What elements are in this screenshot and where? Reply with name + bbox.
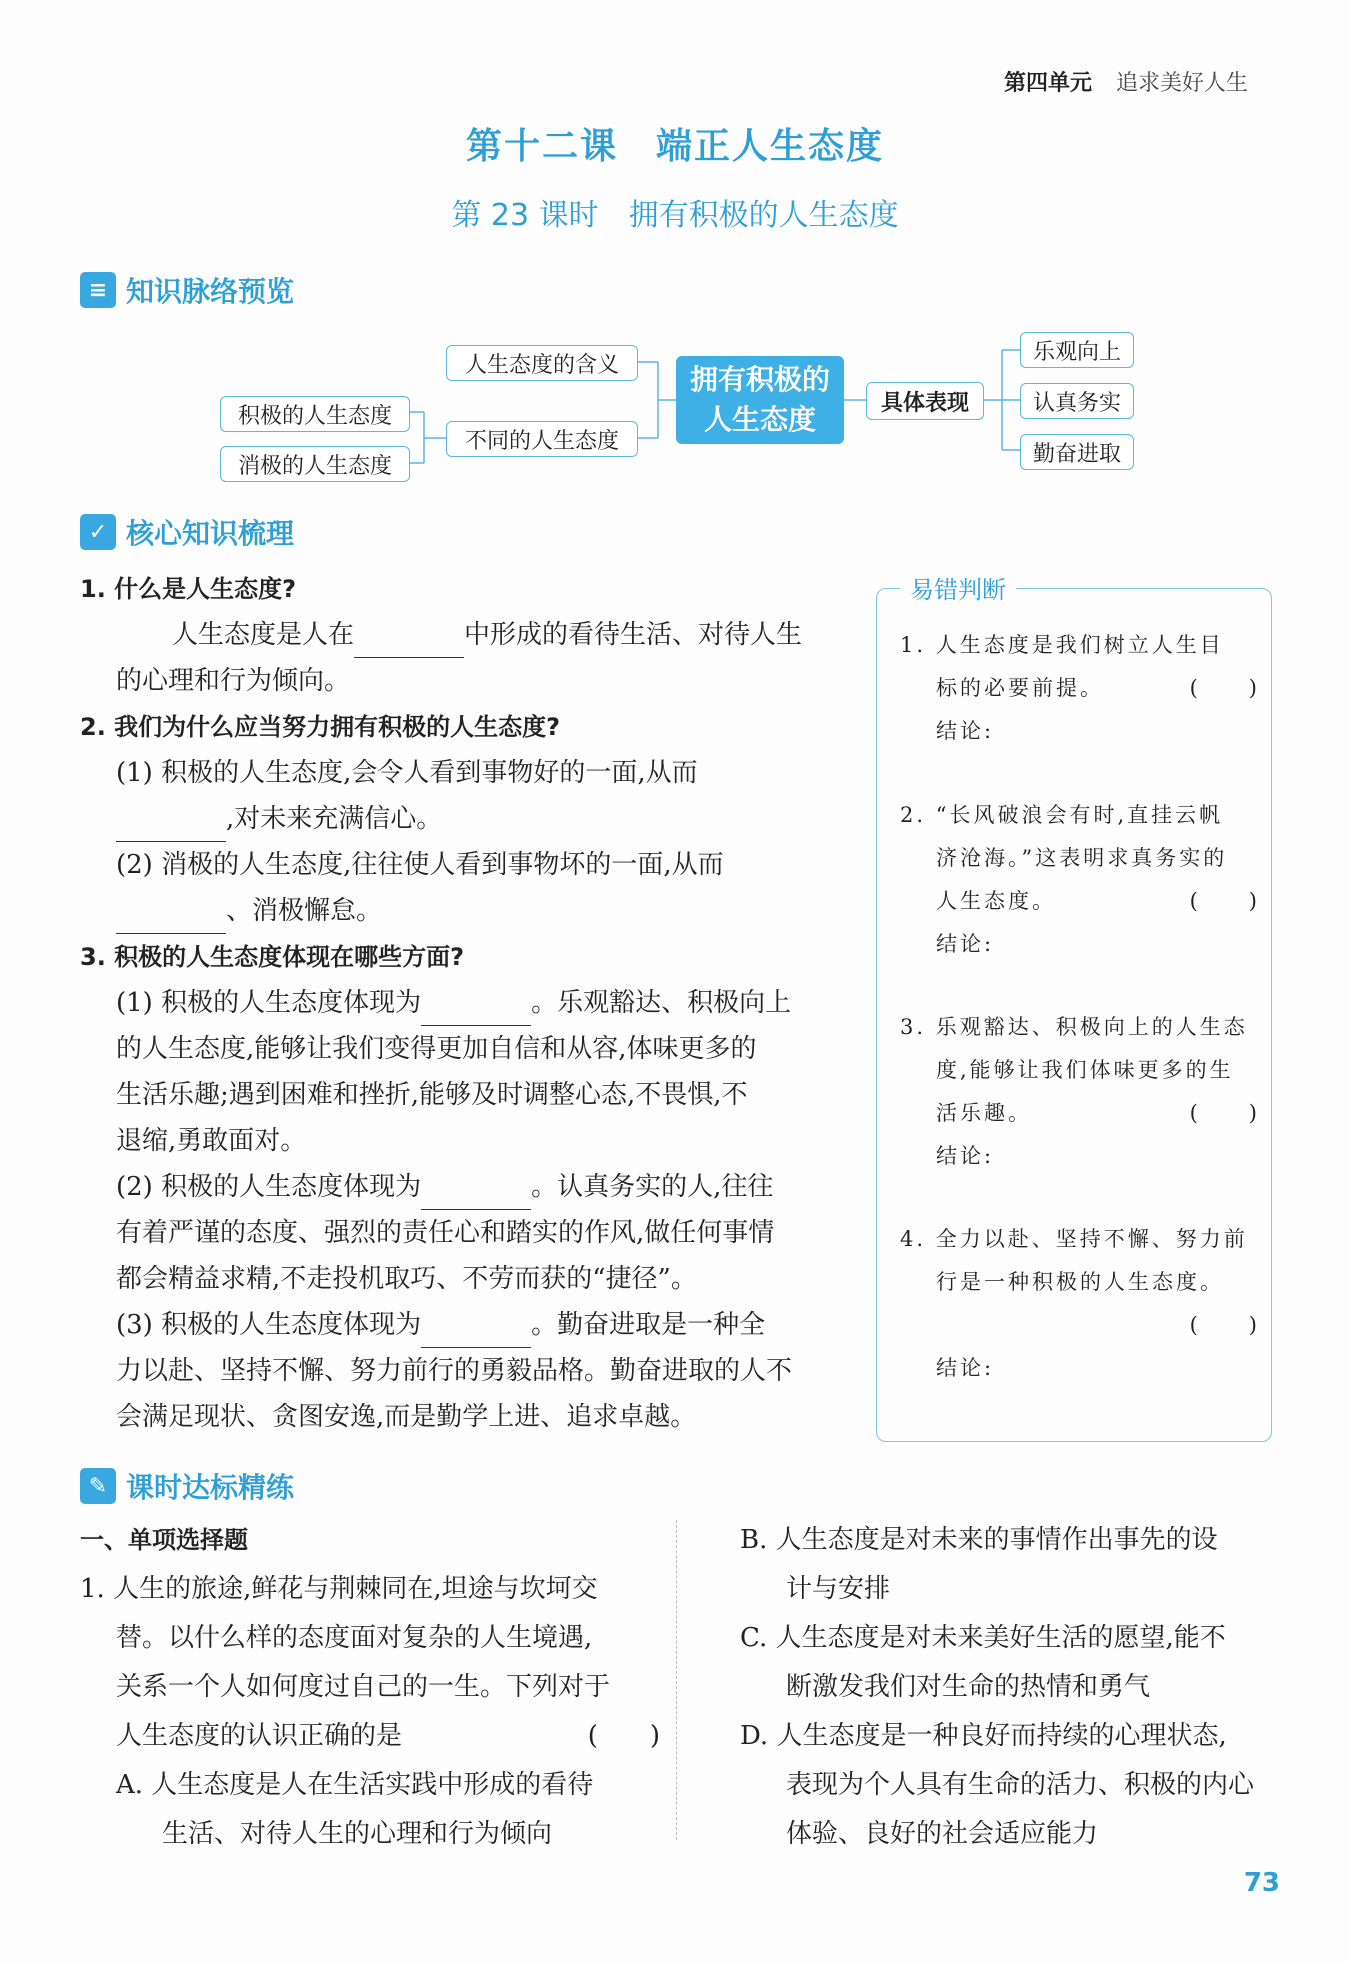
judge-item-2 — [900, 794, 1260, 966]
checkbox-icon: ✓ — [80, 514, 116, 550]
judge-title: 易错判断 — [900, 570, 1016, 605]
judge-line: 乐观豁达、积极向上的人生态 — [935, 1015, 1248, 1039]
option-b-l2: 计与安排 — [786, 1574, 891, 1604]
judge-line: 活乐趣。 — [936, 1101, 1032, 1125]
answer-paren[interactable]: ( ) — [587, 1721, 660, 1751]
practice-type: 一、单项选择题 — [80, 1526, 248, 1554]
core-q1: 1. 什么是人生态度? — [80, 575, 297, 603]
practice-q1-l1: 1. 人生的旅途,鲜花与荆棘同在,坦途与坎坷交 — [80, 1574, 598, 1604]
lesson-title: 第十二课 端正人生态度 — [465, 126, 884, 167]
core-q3-2-a: (2) 积极的人生态度体现为 — [116, 1172, 422, 1202]
core-q3-1-l2: 的人生态度,能够让我们变得更加自信和从容,体味更多的 — [116, 1034, 757, 1064]
mindmap-center — [676, 356, 844, 444]
section-practice — [80, 1466, 294, 1506]
option-d-l3: 体验、良好的社会适应能力 — [786, 1819, 1099, 1849]
judge-num: 2. — [900, 803, 927, 827]
core-q3-2 — [80, 1164, 840, 1210]
mindmap-center-line1: 拥有积极的 — [689, 363, 830, 396]
core-blank[interactable] — [354, 633, 464, 658]
core-q3-2-l3: 都会精益求精,不走投机取巧、不劳而获的“捷径”。 — [116, 1264, 697, 1294]
core-blank[interactable] — [421, 1185, 531, 1210]
answer-paren[interactable]: ( ) — [1189, 1313, 1260, 1337]
core-q3-3 — [80, 1302, 840, 1348]
section-core — [80, 512, 294, 552]
option-d[interactable]: D. 人生态度是一种良好而持续的心理状态, — [740, 1721, 1227, 1751]
answer-paren[interactable]: ( ) — [1189, 1101, 1260, 1125]
pencil-icon: ✎ — [80, 1468, 116, 1504]
judge-item-4 — [900, 1218, 1260, 1390]
core-q3-3-l3: 会满足现状、贪图安逸,而是勤学上进、追求卓越。 — [116, 1402, 697, 1432]
core-q3-1-a: (1) 积极的人生态度体现为 — [116, 988, 422, 1018]
core-q3-3-b: 。勤奋进取是一种全 — [531, 1310, 766, 1340]
answer-paren[interactable]: ( ) — [1189, 676, 1260, 700]
core-q3-1-l4: 退缩,勇敢面对。 — [116, 1126, 307, 1156]
core-q2-1: (1) 积极的人生态度,会令人看到事物好的一面,从而 — [116, 758, 698, 788]
core-q2-1-end — [80, 796, 840, 842]
option-c[interactable]: C. 人生态度是对未来美好生活的愿望,能不 — [740, 1623, 1226, 1653]
judge-item-1 — [900, 624, 1260, 753]
core-q2-2-end — [80, 888, 840, 934]
judge-line: 行是一种积极的人生态度。 — [936, 1270, 1224, 1294]
judge-num: 1. — [900, 633, 927, 657]
core-q3-2-b: 。认真务实的人,往往 — [531, 1172, 774, 1202]
section-core-label: 核心知识梳理 — [126, 517, 295, 550]
core-q3-1-b: 。乐观豁达、积极向上 — [531, 988, 792, 1018]
core-q2-1-end-text: ,对未来充满信心。 — [226, 804, 443, 834]
core-blank[interactable] — [421, 1001, 531, 1026]
practice-q1-l3: 关系一个人如何度过自己的一生。下列对于 — [116, 1672, 611, 1702]
practice-q1-l4: 人生态度的认识正确的是 — [116, 1721, 403, 1751]
judge-line: “长风破浪会有时,直挂云帆 — [935, 803, 1224, 827]
page-number: 73 — [1243, 1868, 1280, 1898]
unit-label: 第四单元 — [1004, 71, 1093, 96]
judge-line: 人生态度。 — [936, 889, 1056, 913]
core-q1-answer-before: 人生态度是人在 — [172, 620, 355, 650]
judge-item-3 — [900, 1006, 1260, 1178]
judge-line: 度,能够让我们体味更多的生 — [936, 1058, 1234, 1082]
judge-conclusion[interactable]: 结论: — [936, 1356, 995, 1380]
mindmap-p2: 认真务实 — [1020, 383, 1134, 419]
option-a-l2: 生活、对待人生的心理和行为倾向 — [162, 1819, 553, 1849]
judge-conclusion[interactable]: 结论: — [936, 1144, 995, 1168]
column-divider — [676, 1520, 677, 1840]
layers-icon: ≡ — [80, 272, 116, 308]
core-blank[interactable] — [421, 1323, 531, 1348]
core-q3-2-l2: 有着严谨的态度、强烈的责任心和踏实的作风,做任何事情 — [116, 1218, 775, 1248]
core-q1-answer-line2: 的心理和行为倾向。 — [116, 666, 351, 696]
core-q2-2-end-text: 、消极懈怠。 — [226, 896, 383, 926]
judge-num: 3. — [900, 1015, 927, 1039]
answer-paren[interactable]: ( ) — [1189, 889, 1260, 913]
mindmap-negative: 消极的人生态度 — [220, 446, 410, 482]
section-practice-label: 课时达标精练 — [126, 1471, 295, 1504]
core-q3-1 — [80, 980, 840, 1026]
judge-conclusion[interactable]: 结论: — [936, 932, 995, 956]
judge-line: 人生态度是我们树立人生目 — [935, 633, 1224, 657]
option-a[interactable]: A. 人生态度是人在生活实践中形成的看待 — [116, 1770, 594, 1800]
mindmap-p3: 勤奋进取 — [1020, 434, 1134, 470]
mindmap-different: 不同的人生态度 — [446, 421, 638, 457]
practice-left — [80, 1516, 660, 1859]
judge-line: 全力以赴、坚持不懈、努力前 — [935, 1227, 1248, 1251]
section-preview-label: 知识脉络预览 — [126, 275, 295, 308]
core-q1-answer-after: 中形成的看待生活、对待人生 — [464, 620, 803, 650]
core-q2: 2. 我们为什么应当努力拥有积极的人生态度? — [80, 713, 561, 741]
period-title: 第 23 课时 拥有积极的人生态度 — [451, 198, 899, 233]
core-q1-answer-line1 — [80, 612, 840, 658]
mindmap-performance: 具体表现 — [866, 382, 984, 420]
mindmap-meaning: 人生态度的含义 — [446, 345, 638, 381]
core-blank[interactable] — [116, 817, 226, 842]
option-b[interactable]: B. 人生态度是对未来的事情作出事先的设 — [740, 1525, 1218, 1555]
judge-conclusion[interactable]: 结论: — [936, 719, 995, 743]
core-q3: 3. 积极的人生态度体现在哪些方面? — [80, 943, 465, 971]
option-c-l2: 断激发我们对生命的热情和勇气 — [786, 1672, 1151, 1702]
mindmap-p1: 乐观向上 — [1020, 332, 1134, 368]
unit-title: 追求美好人生 — [1116, 71, 1249, 96]
practice-q1-l2: 替。以什么样的态度面对复杂的人生境遇, — [116, 1623, 593, 1653]
mindmap-positive: 积极的人生态度 — [220, 396, 410, 432]
core-content — [80, 566, 840, 1440]
practice-right — [740, 1516, 1280, 1859]
core-q3-1-l3: 生活乐趣;遇到困难和挫折,能够及时调整心态,不畏惧,不 — [116, 1080, 748, 1110]
mindmap-center-line2: 人生态度 — [703, 403, 816, 436]
core-q2-2: (2) 消极的人生态度,往往使人看到事物坏的一面,从而 — [116, 850, 724, 880]
core-q3-3-a: (3) 积极的人生态度体现为 — [116, 1310, 422, 1340]
option-d-l2: 表现为个人具有生命的活力、积极的内心 — [786, 1770, 1255, 1800]
core-blank[interactable] — [116, 909, 226, 934]
core-q3-3-l2: 力以赴、坚持不懈、努力前行的勇毅品格。勤奋进取的人不 — [116, 1356, 793, 1386]
judge-line: 标的必要前提。 — [936, 676, 1104, 700]
judge-num: 4. — [900, 1227, 927, 1251]
judge-line: 济沧海。”这表明求真务实的 — [936, 846, 1228, 870]
